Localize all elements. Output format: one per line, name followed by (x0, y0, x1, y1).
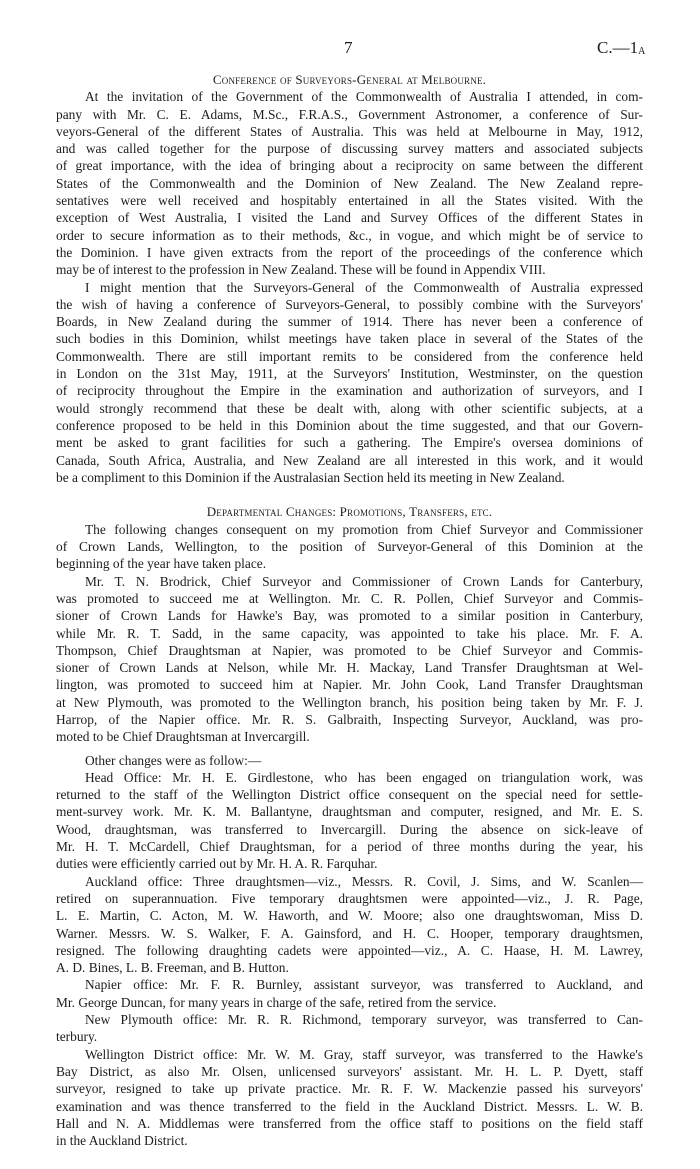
text-line: sioner of Crown Lands at Nelson, while Mr. H. Mackay, Land Transfer Draughtsman at Wel- (56, 660, 643, 676)
text-line: veyors-General of the different States of Australia. This was held at Melbourne in May, 1912, (56, 123, 643, 139)
document-reference (597, 38, 645, 58)
text-line: terbury. (56, 1029, 98, 1045)
document-reference-suffix: A (638, 46, 646, 57)
text-line: pany with Mr. C. E. Adams, M.Sc., F.R.A.S., Government Astronomer, a conference of Sur- (56, 106, 643, 122)
text-line: was promoted to succeed me at Wellington. Mr. C. R. Pollen, Chief Surveyor and Commis- (56, 590, 643, 606)
paragraph (56, 1011, 643, 1046)
text-line: in the Auckland District. (56, 1133, 188, 1149)
paragraph (56, 752, 643, 769)
text-line: of reciprocity throughout the Empire in the examination and authorization of surveyors, and I (56, 383, 643, 399)
text-line: returned to the staff of the Wellington District office consequent on the special need for settle- (56, 787, 643, 803)
paragraph (56, 873, 643, 977)
text-line: ment-survey work. Mr. K. M. Ballantyne, draughtsman and computer, resigned, and Mr. E. S. (56, 804, 643, 820)
paragraph (56, 573, 643, 746)
text-line: while Mr. R. T. Sadd, in the same capacity, was appointed to take his place. Mr. F. A. (56, 625, 643, 641)
text-line: Mr. H. T. McCardell, Chief Draughtsman, for a period of three months during the year, his (56, 839, 643, 855)
text-line: Mr. George Duncan, for many years in charge of the safe, retired from the service. (56, 994, 497, 1010)
text-line: Commonwealth. There are still important remits to be considered from the conference held (56, 348, 643, 364)
text-line: Harrop, of the Napier office. Mr. R. S. Galbraith, Inspecting Surveyor, Auckland, was pro- (56, 711, 643, 727)
text-line: be a compliment to this Dominion if the Australasian Section held its meeting in New Zealand. (56, 469, 565, 485)
paragraph (56, 88, 643, 278)
text-line: Wood, draughtsman, was transferred to Invercargill. During the absence on sick-leave of (56, 821, 643, 837)
text-line: of great importance, with the idea of bringing about a reciprocity on same between the different (56, 158, 643, 174)
text-line: in London on the 31st May, 1911, at the Surveyors' Institution, Westminster, on the question (56, 366, 643, 382)
text-line: the Dominion. I have given extracts from the report of the proceedings of the conference which (56, 244, 643, 260)
text-line: the wish of having a conference of Surveyors-General, to possibly combine with the Surveyors' (56, 296, 643, 312)
text-line: Canada, South Africa, Australia, and New Zealand are all interested in this work, and it would (56, 452, 643, 468)
text-line: at New Plymouth, was promoted to the Wellington branch, his position being taken by Mr. F. J. (56, 694, 643, 710)
text-line: surveyor, resigned to take up private practice. Mr. R. F. W. Mackenzie passed his surveyors' (56, 1081, 643, 1097)
paragraph (56, 279, 643, 487)
text-line: Warner. Messrs. W. S. Walker, F. A. Gainsford, and H. C. Hooper, temporary draughtsmen, (56, 925, 643, 941)
paragraph (56, 1046, 643, 1150)
text-line: I might mention that the Surveyors-General of the Commonwealth of Australia expressed (85, 279, 643, 295)
text-line: and was called together for the purpose of discussing survey matters and associated subjects (56, 141, 643, 157)
section-heading: Departmental Changes: Promotions, Transfers, etc. (206, 504, 493, 520)
text-line: sioner of Crown Lands for Hawke's Bay, was promoted to a similar position in Canterbury, (56, 608, 643, 624)
text-line: order to secure information as to their methods, &c., in vogue, and which might be of service to (56, 227, 643, 243)
text-line: Auckland office: Three draughtsmen—viz., Messrs. R. Covil, J. Sims, and W. Scanlen— (85, 873, 643, 889)
text-line: retired on superannuation. Five temporary draughtsmen were appointed—viz., J. R. Page, (56, 890, 643, 906)
section-heading: Conference of Surveyors-General at Melbourne. (212, 72, 487, 87)
text-line: L. E. Martin, C. Acton, M. W. Haworth, and W. Moore; also one draughtswoman, Miss D. (56, 908, 643, 924)
text-line: Hall and N. A. Middlemas were transferred from the office staff to positions on the field staff (56, 1115, 643, 1131)
text-line: Mr. T. N. Brodrick, Chief Surveyor and Commissioner of Crown Lands for Canterbury, (85, 573, 643, 589)
text-line: conference proposed to be held in this Dominion about the time suggested, and that our Govern- (56, 417, 643, 433)
paragraph (56, 976, 643, 1011)
text-line: A. D. Bines, L. B. Freeman, and B. Hutton. (56, 960, 289, 976)
text-line: Boards, in New Zealand during the summer of 1914. There has never been a conference of (56, 314, 643, 330)
document-body (56, 71, 643, 1149)
page-number: 7 (344, 38, 353, 57)
text-line: may be of interest to the profession in New Zealand. These will be found in Appendix VIII. (56, 262, 546, 278)
text-line: resigned. The following draughting cadets were appointed—viz., A. C. Haase, H. M. Lawrey, (56, 942, 643, 958)
text-line: moted to be Chief Draughtsman at Invercargill. (56, 729, 310, 745)
document-reference-main: C.—1 (597, 38, 639, 57)
text-line: lington, was promoted to succeed him at Napier. Mr. John Cook, Land Transfer Draughtsman (56, 677, 643, 693)
text-line: At the invitation of the Government of the Commonwealth of Australia I attended, in com- (85, 89, 643, 105)
text-line: would strongly recommend that these be dealt with, along with other scientific subjects, at a (56, 400, 643, 416)
text-line: States of the Commonwealth and the Dominion of New Zealand. The New Zealand repre- (56, 175, 643, 191)
text-line: examination and was thence transferred to the field in the Auckland District. Messrs. L. W. B. (56, 1098, 643, 1114)
text-line: Head Office: Mr. H. E. Girdlestone, who has been engaged on triangulation work, was (85, 769, 643, 785)
section-spacer (56, 486, 643, 503)
text-line: The following changes consequent on my promotion from Chief Surveyor and Commissioner (85, 521, 643, 537)
text-line: duties were efficiently carried out by Mr. H. A. R. Farquhar. (56, 856, 378, 872)
text-line: sentatives were well received and hospitably entertained in all the States visited. With the (56, 193, 643, 209)
text-line: Other changes were as follow:— (85, 752, 262, 768)
text-line: Thompson, Chief Draughtsman at Napier, was promoted to be Chief Surveyor and Commis- (56, 642, 643, 658)
text-line: New Plymouth office: Mr. R. R. Richmond, temporary surveyor, was transferred to Can- (85, 1012, 643, 1028)
text-line: Bay District, as also Mr. Olsen, unlicensed surveyors' assistant. Mr. H. L. P. Dyett, staff (56, 1063, 643, 1079)
paragraph (56, 521, 643, 573)
text-line: such bodies in this Dominion, whilst meetings have taken place in several of the States of the (56, 331, 643, 347)
paragraph (56, 769, 643, 873)
text-line: beginning of the year have taken place. (56, 556, 267, 572)
text-line: ment be asked to grant facilities for such a gathering. The Empire's oversea dominions of (56, 435, 643, 451)
text-line: of Crown Lands, Wellington, to the position of Surveyor-General of this Dominion at the (56, 539, 643, 555)
text-line: Napier office: Mr. F. R. Burnley, assistant surveyor, was transferred to Auckland, and (85, 977, 643, 993)
text-line: Wellington District office: Mr. W. M. Gray, staff surveyor, was transferred to the Hawke's (85, 1046, 643, 1062)
text-line: exception of West Australia, I visited the Land and Survey Offices of the different States in (56, 210, 643, 226)
